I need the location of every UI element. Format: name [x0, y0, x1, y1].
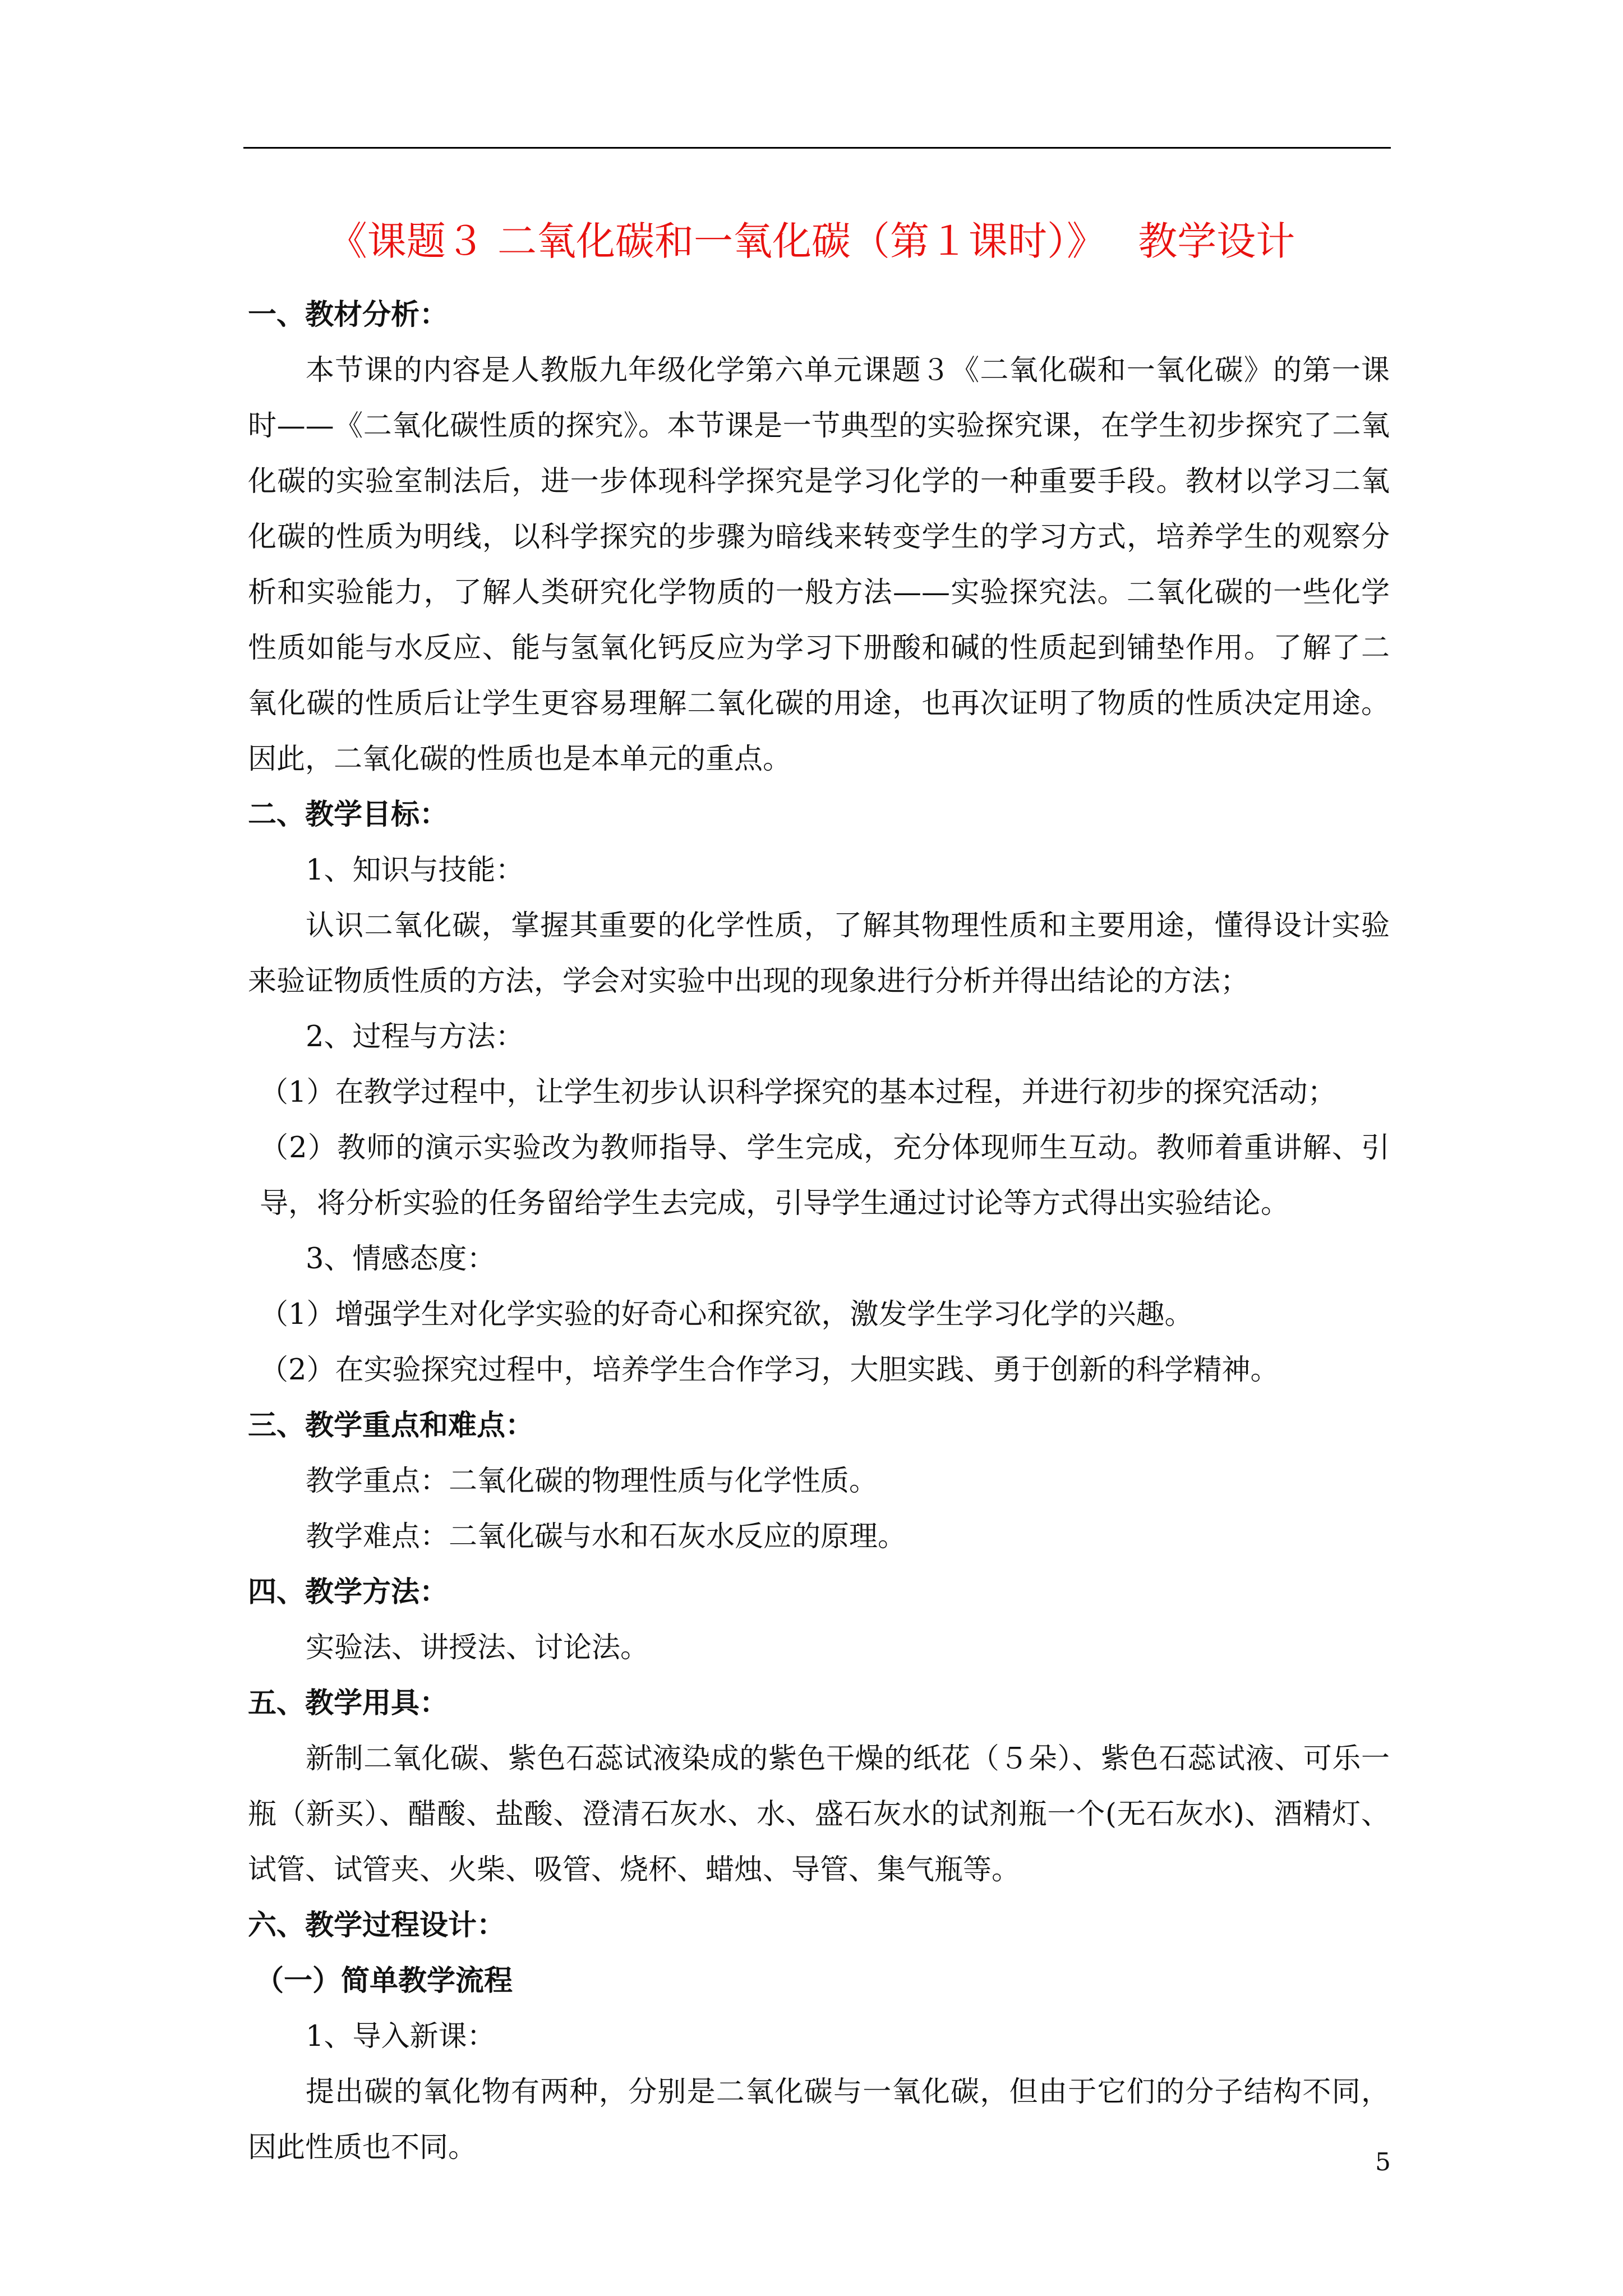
objective-knowledge-text: 认识二氧化碳，掌握其重要的化学性质，了解其物理性质和主要用途，懂得设计实验来验证物质性质的方法，学会对实验中出现的现象进行分析并得出结论的方法； [248, 909, 1390, 998]
objective-attitude-label: 3、情感态度： [306, 1243, 496, 1276]
textbook-analysis-paragraph: 本节课的内容是人教版九年级化学第六单元课题３《二氧化碳和一氧化碳》的第一课时——《二氧化碳性质的探究》。本节课是一节典型的实验探究课，在学生初步探究了二氧化碳的实验室制法后，进一步体现科学探究是学习化学的一种重要手段。教材以学习二氧化碳的性质为明线，以科学探究的步骤为暗线来转变学生的学习方式，培养学生的观察分析和实验能力，了解人类研究化学物质的一般方法——实验探究法。二氧化碳的一些化学性质如能与水反应、能与氢氧化钙反应为学习下册酸和碱的性质起到铺垫作用。了解了二氧化碳的性质后让学生更容易理解二氧化碳的用途，也再次证明了物质的性质决定用途。因此，二氧化碳的性质也是本单元的重点。 [248, 354, 1390, 776]
objective-process-point-1: （1）在教学过程中，让学生初步认识科学探究的基本过程，并进行初步的探究活动； [260, 1076, 1336, 1109]
teaching-methods-text: 实验法、讲授法、讨论法。 [306, 1631, 649, 1664]
subsection-heading-flow: （一）简单教学流程 [255, 1964, 513, 1998]
section-heading-3: 三、教学重点和难点： [248, 1409, 534, 1442]
objective-process-label: 2、过程与方法： [306, 1020, 524, 1053]
objective-knowledge-label: 1、知识与技能： [306, 854, 524, 887]
header-rule [243, 147, 1391, 149]
teaching-tools-text: 新制二氧化碳、紫色石蕊试液染成的紫色干燥的纸花（５朵）、紫色石蕊试液、可乐一瓶（新买）、醋酸、盐酸、澄清石灰水、水、盛石灰水的试剂瓶一个(无石灰水)、酒精灯、试管、试管夹、火柴、吸管、烧杯、蜡烛、导管、集气瓶等。 [248, 1742, 1390, 1887]
section-heading-5: 五、教学用具： [248, 1686, 449, 1720]
section-heading-1: 一、教材分析： [248, 298, 449, 332]
page-number: 5 [1375, 2148, 1391, 2177]
objective-attitude-point-1: （1）增强学生对化学实验的好奇心和探究欲，激发学生学习化学的兴趣。 [260, 1298, 1193, 1331]
objective-attitude-point-2: （2）在实验探究过程中，培养学生合作学习，大胆实践、勇于创新的科学精神。 [260, 1354, 1279, 1387]
step-introduction-label: 1、导入新课： [306, 2020, 496, 2053]
section-heading-2: 二、教学目标： [248, 798, 449, 831]
teaching-key-point: 教学重点：二氧化碳的物理性质与化学性质。 [306, 1465, 878, 1498]
document-title: 《课题３ 二氧化碳和一氧化碳（第１课时）》 教学设计 [328, 218, 1295, 264]
section-heading-4: 四、教学方法： [248, 1575, 449, 1609]
teaching-difficulty: 教学难点：二氧化碳与水和石灰水反应的原理。 [306, 1520, 907, 1553]
step-introduction-text: 提出碳的氧化物有两种，分别是二氧化碳与一氧化碳，但由于它们的分子结构不同，因此性质也不同。 [248, 2076, 1390, 2164]
section-heading-6: 六、教学过程设计： [248, 1908, 506, 1942]
objective-process-point-2: （2）教师的演示实验改为教师指导、学生完成，充分体现师生互动。教师着重讲解、引导，将分析实验的任务留给学生去完成，引导学生通过讨论等方式得出实验结论。 [260, 1131, 1390, 1220]
document-body [248, 287, 1390, 2175]
